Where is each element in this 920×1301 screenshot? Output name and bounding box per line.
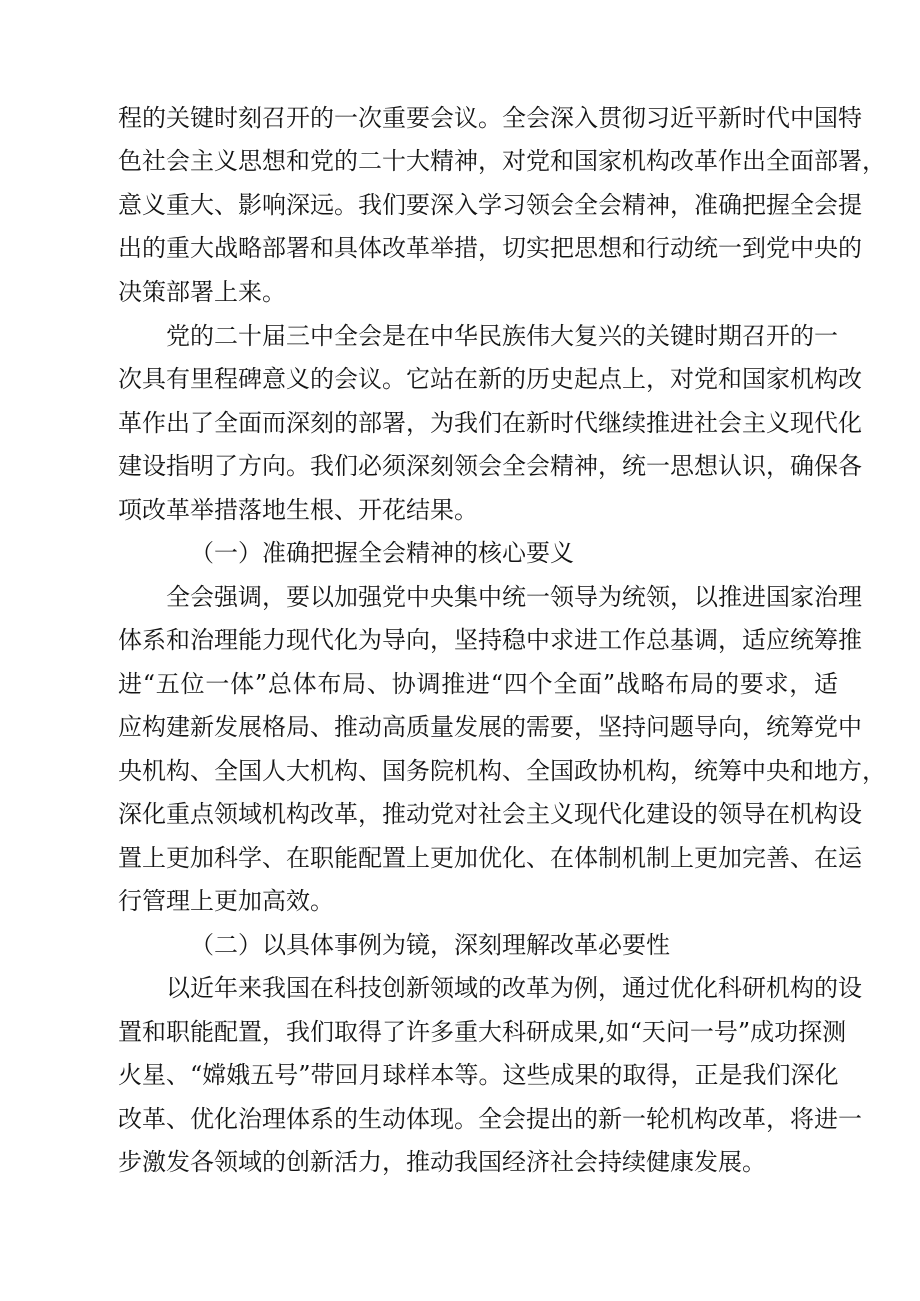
paragraph-line: 体系和治理能力现代化为导向，坚持稳中求进工作总基调，适应统筹推 xyxy=(118,626,862,654)
section-heading: （二）以具体事例为镜，深刻理解改革必要性 xyxy=(190,931,670,959)
paragraph-line: 色社会主义思想和党的二十大精神，对党和国家机构改革作出全面部署， xyxy=(118,147,886,175)
paragraph-line: 央机构、全国人大机构、国务院机构、全国政协机构，统筹中央和地方， xyxy=(118,757,886,785)
paragraph-first-line: 党的二十届三中全会是在中华民族伟大复兴的关键时期召开的一 xyxy=(166,322,838,350)
paragraph-line: 改革、优化治理体系的生动体现。全会提出的新一轮机构改革，将进一 xyxy=(118,1105,862,1133)
paragraph-line: 程的关键时刻召开的一次重要会议。全会深入贯彻习近平新时代中国特 xyxy=(118,104,862,132)
paragraph-line: 深化重点领域机构改革，推动党对社会主义现代化建设的领导在机构设 xyxy=(118,800,862,828)
paragraph-line: 火星、“嫦娥五号”带回月球样本等。这些成果的取得，正是我们深化 xyxy=(118,1061,839,1089)
paragraph-line: 应构建新发展格局、推动高质量发展的需要，坚持问题导向，统筹党中 xyxy=(118,713,862,741)
section-heading: （一）准确把握全会精神的核心要义 xyxy=(190,539,574,567)
paragraph-first-line: 全会强调，要以加强党中央集中统一领导为统领，以推进国家治理 xyxy=(166,583,862,611)
paragraph-line: 置上更加科学、在职能配置上更加优化、在体制机制上更加完善、在运 xyxy=(118,844,862,872)
paragraph-line: 行管理上更加高效。 xyxy=(118,887,334,915)
paragraph-first-line: 以近年来我国在科技创新领域的改革为例，通过优化科研机构的设 xyxy=(166,974,862,1002)
paragraph-line: 出的重大战略部署和具体改革举措，切实把思想和行动统一到党中央的 xyxy=(118,234,862,262)
paragraph-line: 步激发各领域的创新活力，推动我国经济社会持续健康发展。 xyxy=(118,1148,766,1176)
paragraph-line: 次具有里程碑意义的会议。它站在新的历史起点上，对党和国家机构改 xyxy=(118,365,862,393)
paragraph-line: 进“五位一体”总体布局、协调推进“四个全面”战略布局的要求，适 xyxy=(118,670,838,698)
paragraph-line: 革作出了全面而深刻的部署，为我们在新时代继续推进社会主义现代化 xyxy=(118,409,862,437)
paragraph-line: 意义重大、影响深远。我们要深入学习领会全会精神，准确把握全会提 xyxy=(118,191,862,219)
paragraph-line: 置和职能配置，我们取得了许多重大科研成果,如“天问一号”成功探测 xyxy=(118,1018,847,1046)
paragraph-line: 建设指明了方向。我们必须深刻领会全会精神，统一思想认识，确保各 xyxy=(118,452,862,480)
paragraph-line: 项改革举措落地生根、开花结果。 xyxy=(118,496,478,524)
paragraph-line: 决策部署上来。 xyxy=(118,278,286,306)
